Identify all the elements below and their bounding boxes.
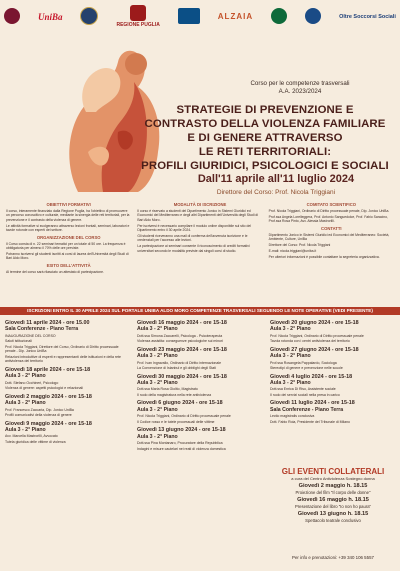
info-paragraph: Prof. Nicola Triggiani, Ordinario di Diritto processuale penale, Dip. Jonico UniBa. (268, 208, 390, 213)
organization-heading: ORGANIZZAZIONE DEL CORSO (36, 234, 101, 240)
session-date: Giovedì 18 aprile 2024 - ore 15-18 (5, 367, 91, 373)
session (5, 421, 129, 445)
title-line: LE RETI TERRITORIALI: (198, 145, 332, 158)
info-paragraph: Potranno iscriversi gli studenti iscritti ai corsi di laurea dell'Università degli Studi di Bari Aldo Moro. (6, 251, 129, 261)
event-text: Proiezione del film "Il corpo delle donne" (295, 490, 371, 495)
session (5, 320, 129, 364)
session-line: Prof. Ivan Ingravallo, Ordinario di Diritto internazionale (137, 360, 222, 365)
session-line: Relazioni introduttive di esperti e rappresentanti delle istituzioni e della rete antiviolenza del territorio (5, 354, 121, 364)
session-line: Dott.ssa Pina Montanaro, Procuratore della Repubblica (137, 440, 223, 445)
course-type (200, 80, 400, 96)
session (270, 400, 396, 424)
session-room: Aula 3 - 2° Piano (137, 353, 178, 360)
regione-puglia-logo: REGIONE PUGLIA (116, 5, 159, 28)
session-date: Giovedì 20 giugno 2024 - ore 15-18 (270, 320, 359, 326)
civil-logo (305, 8, 321, 25)
session-room: Aula 3 - 2° Piano (5, 373, 46, 380)
title-line: E DI GENERE ATTRAVERSO (187, 131, 343, 144)
info-paragraph: La partecipazione ai seminari consente il riconoscimento di crediti formativi universitari secondo le modalità previste dai singoli corsi di studio. (137, 244, 250, 253)
objectives-column (6, 202, 131, 304)
session (137, 347, 263, 371)
outcome-heading: ESITO DELL'ATTIVITÀ (46, 262, 91, 268)
committee-column (269, 202, 394, 304)
events-heading: GLI EVENTI COLLATERALI (281, 467, 385, 476)
enrollment-column (137, 202, 262, 304)
session (5, 394, 129, 418)
info-paragraph: Al termine del corso sarà rilasciato un attestato di partecipazione. (6, 269, 105, 274)
logo-strip (0, 0, 400, 32)
course-dates: Dall'11 aprile all'11 luglio 2024 (197, 173, 355, 185)
course-line-1: Corso per le competenze trasversali (250, 80, 350, 87)
info-paragraph: Il corso, interamente finanziato dalla Regione Puglia, ha l'obiettivo di promuovere un percorso conoscitivo e culturale, mediante la sinergia delle reti territoriali, per la prevenzione e il contrasto della violenza di genere. (6, 208, 130, 222)
session (137, 320, 263, 344)
session-date: Giovedì 13 giugno 2024 - ore 15-18 (137, 427, 226, 434)
session-date: Giovedì 4 luglio 2024 - ore 15-18 (270, 373, 353, 380)
calendar (0, 317, 400, 571)
calendar-column-1 (5, 320, 129, 570)
session-line: Tavola rotonda con i centri antiviolenza del territorio (270, 339, 350, 344)
info-paragraph: Il corso è riservato a studenti del Dipartimento Jonico in Sistemi Giuridici ed Economici del Mediterraneo e degli altri Dipartimenti dell'Università degli Studi di Bari Aldo Moro. (137, 208, 259, 222)
committee-heading: COMITATO SCIENTIFICO (306, 202, 356, 207)
session-line: Dott.ssa Maria Rosa Giolito, Magistrato (137, 387, 198, 392)
info-paragraph: Per ulteriori informazioni è possibile contattare la segreteria organizzativa. (268, 254, 380, 259)
info-columns (6, 202, 394, 304)
session-date: Giovedì 11 luglio 2024 - ore 15-18 (270, 400, 355, 407)
info-paragraph: Direttore del Corso: Prof. Nicola Triggiani (268, 243, 331, 248)
session-date: Giovedì 11 aprile 2024 - ore 15.00 (5, 320, 90, 326)
session-line: La Convenzione di Istanbul e gli obblighi degli Stati (137, 366, 216, 371)
session-room: Aula 3 - 2° Piano (270, 380, 311, 387)
session-room: Aula 3 - 2° Piano (5, 400, 46, 407)
session-line: Dott. Stefano Occhineri, Psicologo (5, 380, 59, 385)
session-date: Giovedì 2 maggio 2024 - ore 15-18 (5, 393, 92, 400)
session-line: Il ruolo della magistratura nella rete antiviolenza (137, 392, 212, 397)
session-room: Aula 3 - 2° Piano (270, 326, 311, 333)
uniba-logo: UniBa (37, 11, 63, 22)
title-line: PROFILI GIURIDICI, PSICOLOGICI E SOCIALI (141, 159, 389, 172)
title-line: CONTRASTO DELLA VIOLENZA FAMILIARE (144, 117, 386, 130)
side-events (270, 467, 396, 524)
session (270, 374, 396, 398)
course-director: Direttore del Corso: Prof. Nicola Triggiani (216, 189, 336, 196)
event-date: Giovedì 13 giugno h. 18.15 (297, 511, 369, 517)
session-date: Giovedì 16 maggio 2024 - ore 15-18 (137, 320, 227, 326)
session-line: Il Codice rosso e le tutele processuali delle vittime (137, 419, 215, 424)
session-room: Sala Conferenze - Piano Terra (270, 406, 344, 413)
mic-logo (178, 8, 200, 25)
info-paragraph: Prof.ssa Angela Lorelleggera, Prof. Antonio Sanguedolce, Prof. Fabio Saracino, Prof.ssa Rosa Pinto, Avv. Alessia Mastrorilli. (268, 214, 388, 224)
session-line: Il ruolo dei servizi sociali nella presa in carico (270, 392, 340, 397)
session (5, 367, 129, 391)
event-text: Presentazione del libro "Io non ho paura" (294, 504, 372, 509)
session-date: Giovedì 6 giugno 2024 - ore 15-18 (137, 400, 223, 407)
session-line: Saluti istituzionali (5, 339, 32, 344)
session-line: Prof. Nicola Triggiani, Direttore del Corso, Ordinario di Diritto processuale penale - Dip. Jonico UniBa (5, 344, 119, 354)
session-line: Prof. Nicola Triggiani, Ordinario di Diritto processuale penale (137, 414, 231, 419)
session-room: Aula 3 - 2° Piano (137, 406, 178, 413)
info-paragraph: E-mail: nicola.triggiani@uniba.it (268, 248, 317, 253)
unisalento-logo (4, 8, 20, 25)
session-line: Dott.ssa Enrica Di Riso, Assistente sociale (270, 387, 336, 392)
alzaia-logo: ALZAIA (217, 12, 254, 21)
session-line: Prof. Nicola Triggiani, Ordinario di Diritto processuale penale (270, 333, 364, 338)
course-line-2: A.A. 2023/2024 (278, 88, 322, 96)
objectives-heading: OBIETTIVI FORMATIVI (46, 202, 91, 207)
session-line: Violenza di genere: aspetti psicologici e relazionali (5, 386, 83, 391)
title-line: STRATEGIE DI PREVENZIONE E (176, 104, 354, 116)
session-date: Giovedì 30 maggio 2024 - ore 15-18 (137, 373, 227, 380)
event-date: Giovedì 16 maggio h. 18.15 (297, 497, 369, 503)
session-room: Aula 3 - 2° Piano (137, 326, 178, 333)
contacts-heading: CONTATTI (321, 225, 342, 231)
session-room: Aula 3 - 2° Piano (137, 433, 178, 440)
event-date: Giovedì 2 maggio h. 18.15 (298, 483, 368, 489)
event-text: Spettacolo teatrale conclusivo (305, 518, 361, 523)
calendar-column-2 (137, 320, 263, 570)
session-line: Tutela giuridica delle vittime di violenza (5, 439, 66, 444)
session-line: Stereotipi di genere e prevenzione nelle scuole (270, 366, 343, 371)
info-paragraph: Le attività formative si svolgeranno attraverso lezioni frontali, seminari, laboratori e tavole rotonde con esperti del settore. (6, 223, 130, 233)
coop-logo (271, 8, 287, 25)
info-paragraph: Per iscriversi è necessario compilare il modulo online disponibile sul sito del Dipartimento entro il 30 aprile 2024. (137, 223, 251, 233)
session (137, 374, 263, 398)
enrollment-banner: ISCRIZIONI ENTRO IL 30 APRILE 2024 SUL PORTALE UNIBA ALDO MORO COMPETENZE TRASVERSALI SEGUENDO LE NOTE OPERATIVE (VEDI PRESENTE) (0, 307, 400, 315)
session-line: Avv. Marcella Mastrorilli, Avvocato (5, 434, 58, 439)
session-line: Dott.ssa Simona Zaccarelli, Psicologa - Psicoterapeuta (137, 333, 223, 338)
session-line: Prof.ssa Rosangela Pappalardo, Sociologa (270, 360, 337, 365)
session-line: Indagini e misure cautelari nei reati di violenza domestica (137, 446, 226, 451)
poster-header (0, 34, 400, 197)
events-organizer: a cura del Centro Antiviolenza Sostegno donna (291, 476, 375, 481)
session-room: Aula 3 - 2° Piano (270, 353, 311, 360)
session-line: Dott. Fabio Roia, Presidente del Tribunale di Milano (270, 419, 350, 424)
victims-logo: Oltre Soccorsi Sociali (339, 13, 396, 20)
session-date: Giovedì 23 maggio 2024 - ore 15-18 (137, 346, 227, 353)
poster-title (130, 104, 400, 174)
session-date: Giovedì 27 giugno 2024 - ore 15-18 (270, 346, 359, 353)
session (137, 400, 263, 424)
session-line: Lectio magistralis conclusiva (270, 414, 315, 419)
session-line: INAUGURAZIONE DEL CORSO (5, 333, 56, 338)
session (137, 427, 263, 451)
session-line: Prof. Francesco Zaccaria, Dip. Jonico UniBa (5, 407, 74, 412)
session-room: Aula 3 - 2° Piano (5, 427, 46, 434)
session (270, 347, 396, 371)
calendar-column-3 (270, 320, 396, 570)
session-room: Sala Conferenze - Piano Terra (5, 326, 79, 333)
enrollment-heading: MODALITÀ DI ISCRIZIONE (173, 202, 227, 207)
session-line: Profili comunicativi della violenza di genere (5, 413, 72, 418)
booking-contacts: Per info e prenotazioni: +39 340 106 5557 (292, 555, 374, 560)
session-date: Giovedì 9 maggio 2024 - ore 15-18 (5, 420, 92, 427)
seal-logo (80, 7, 98, 26)
info-paragraph: Gli studenti riceveranno una mail di conferma dell'avvenuta iscrizione e le credenziali per l'accesso alle lezioni. (137, 234, 248, 243)
info-paragraph: Il Corso consta di n. 22 seminari tematici per un totale di 50 ore. La frequenza è obbligatoria per almeno il 70% delle ore previste. (6, 241, 126, 250)
session (270, 320, 396, 344)
info-paragraph: Dipartimento Jonico in Sistemi Giuridici ed Economici del Mediterraneo: Società, Ambiente, Culture, UniBa (268, 232, 390, 242)
session-line: Violenza assistita: conseguenze psicologiche sui minori (137, 339, 223, 344)
session-room: Aula 3 - 2° Piano (137, 380, 178, 387)
